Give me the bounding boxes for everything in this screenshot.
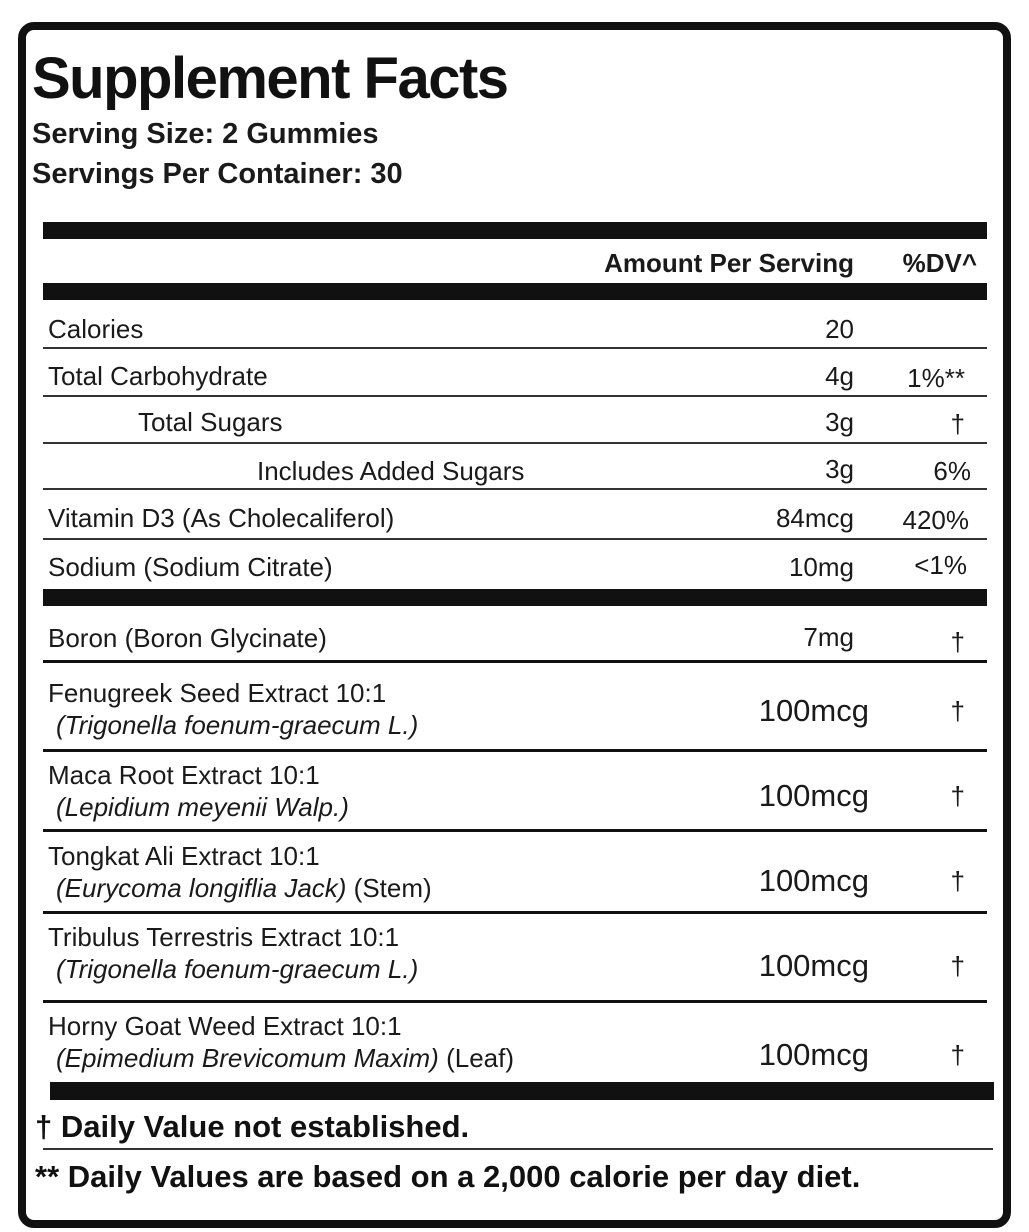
row-divider: [43, 442, 987, 444]
servings-per-container: Servings Per Container: 30: [32, 158, 403, 190]
row-boron-amount: 7mg: [803, 622, 854, 652]
row-horny-goat-weed-scientific: [56, 1045, 514, 1071]
row-vitamin-d3-name: Vitamin D3 (As Cholecaliferol): [48, 503, 395, 533]
row-divider: [43, 660, 987, 663]
row-divider: [43, 749, 987, 752]
label-title: Supplement Facts: [32, 46, 508, 111]
header-divider-bar: [43, 283, 987, 300]
row-horny-goat-weed-scientific-name: (Epimedium Brevicomum Maxim): [56, 1043, 439, 1073]
row-total-sugars-name: Total Sugars: [138, 407, 283, 437]
footnote-daily-values: ** Daily Values are based on a 2,000 calorie per day diet.: [35, 1159, 861, 1194]
row-tongkat-amount: 100mcg: [758, 863, 869, 898]
row-total-sugars-dv: †: [950, 409, 965, 439]
row-divider: [43, 395, 987, 397]
row-sodium-dv: <1%: [914, 550, 967, 580]
row-boron-dv: †: [950, 627, 965, 657]
row-divider: [43, 1000, 987, 1003]
row-tribulus-scientific: (Trigonella foenum-graecum L.): [56, 954, 419, 984]
row-divider: [43, 911, 987, 914]
row-horny-goat-weed-name: Horny Goat Weed Extract 10:1: [48, 1011, 402, 1041]
row-tongkat-scientific-name: (Eurycoma longiflia Jack): [56, 873, 347, 903]
row-tongkat-part: (Stem): [353, 873, 432, 903]
row-divider: [43, 347, 987, 349]
row-calories-amount: 20: [825, 314, 854, 344]
section-divider-bar: [43, 589, 987, 606]
row-tribulus-dv: †: [950, 951, 965, 981]
row-total-carbohydrate-dv: 1%**: [907, 363, 965, 393]
row-divider: [43, 538, 987, 540]
row-tongkat-dv: †: [950, 866, 965, 896]
row-horny-goat-weed-amount: 100mcg: [758, 1037, 869, 1072]
row-tongkat-name: Tongkat Ali Extract 10:1: [48, 841, 320, 871]
footer-divider-bar: [50, 1082, 994, 1100]
row-divider: [43, 488, 987, 490]
row-fenugreek-amount: 100mcg: [758, 693, 869, 728]
row-vitamin-d3-dv: 420%: [902, 505, 969, 535]
header-amount: Amount Per Serving: [604, 248, 854, 278]
row-tribulus-name: Tribulus Terrestris Extract 10:1: [48, 922, 400, 952]
serving-size: Serving Size: 2 Gummies: [32, 118, 379, 150]
row-maca-amount: 100mcg: [758, 778, 869, 813]
row-fenugreek-dv: †: [950, 696, 965, 726]
row-maca-scientific: (Lepidium meyenii Walp.): [56, 792, 349, 822]
top-divider-bar: [43, 222, 987, 239]
row-tongkat-scientific: [56, 875, 432, 901]
row-added-sugars-dv: 6%: [933, 456, 971, 486]
row-added-sugars-name: Includes Added Sugars: [257, 456, 525, 486]
row-sodium-amount: 10mg: [788, 552, 854, 582]
row-total-sugars-amount: 3g: [825, 407, 854, 437]
row-fenugreek-name: Fenugreek Seed Extract 10:1: [48, 678, 387, 708]
row-fenugreek-scientific: (Trigonella foenum-graecum L.): [56, 710, 419, 740]
row-boron-name: Boron (Boron Glycinate): [48, 623, 327, 653]
row-vitamin-d3-amount: 84mcg: [775, 503, 854, 533]
row-horny-goat-weed-dv: †: [950, 1040, 965, 1070]
row-sodium-name: Sodium (Sodium Citrate): [48, 552, 333, 582]
row-divider: [43, 829, 987, 832]
row-total-carbohydrate-name: Total Carbohydrate: [48, 361, 268, 391]
row-total-carbohydrate-amount: 4g: [825, 361, 854, 391]
row-tribulus-amount: 100mcg: [758, 948, 869, 983]
row-maca-dv: †: [950, 781, 965, 811]
footnote-dagger: † Daily Value not established.: [35, 1109, 470, 1144]
row-calories-name: Calories: [48, 314, 144, 344]
footnote-divider: [43, 1148, 993, 1150]
row-maca-name: Maca Root Extract 10:1: [48, 760, 320, 790]
header-dv: %DV^: [902, 248, 977, 278]
row-horny-goat-weed-part: (Leaf): [446, 1043, 514, 1073]
row-added-sugars-amount: 3g: [825, 454, 854, 484]
